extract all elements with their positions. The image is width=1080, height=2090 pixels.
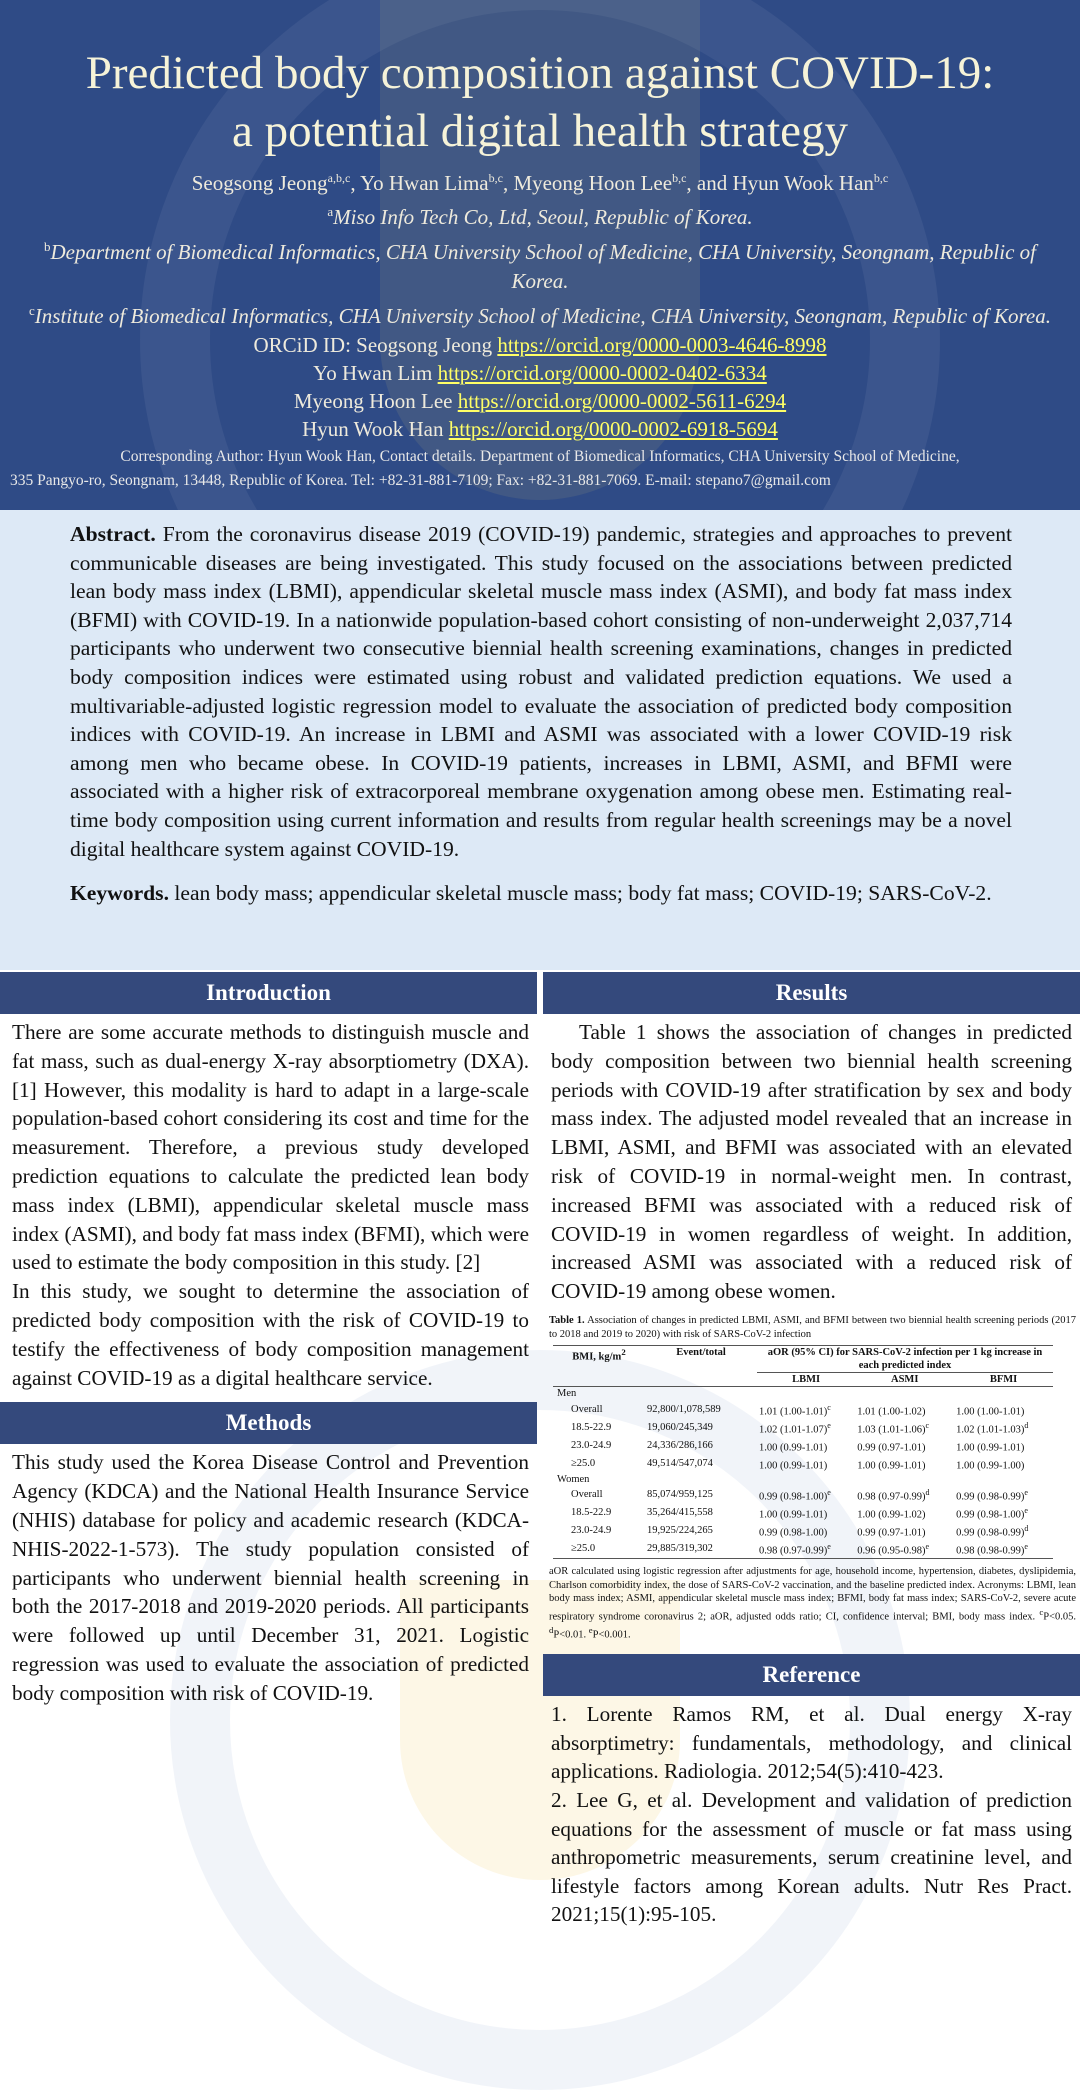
- table-cell-bfmi-value: 0.99 (0.98-1.00): [956, 1509, 1025, 1521]
- table-cell-event: [645, 1437, 757, 1455]
- table-cell-bmi-value: ≥25.0: [571, 1457, 596, 1469]
- table-group-row: [553, 1473, 1053, 1487]
- col-header-asmi: ASMI: [890, 1374, 919, 1386]
- table-cell-bfmi: [954, 1522, 1053, 1540]
- table-cell-bfmi-value: 1.00 (0.99-1.01): [956, 1442, 1025, 1454]
- table-cell-asmi: [855, 1522, 954, 1540]
- table-cell-bmi-value: 18.5-22.9: [571, 1507, 612, 1519]
- introduction-body: [0, 1014, 537, 1392]
- affiliation-a: [0, 197, 1080, 232]
- results-paragraph: Table 1 shows the association of changes in predicted body composition between two biennial health screening periods with COVID-19 after stratification by sex and body mass index. The adjusted model revealed that an increase in LBMI, ASMI, and BFMI was associated with an elevated risk of COVID-19 in normal-weight men. In contrast, increased BFMI was associated with a reduced risk of COVID-19 in women regardless of weight. In addition, increased ASMI was associated with a reduced risk of COVID-19 among obese women.: [551, 1020, 1072, 1304]
- affiliation-c: [0, 296, 1080, 331]
- reference-item: 2. Lee G, et al. Development and validation of prediction equations for the assessment of muscle or fat mass using anthropometric measurements, serum creatinine level, and lifestyle factors among Korean adults. Nutr Res Pract. 2021;15(1):95-105.: [551, 1787, 1072, 1927]
- sig-mark: d: [549, 1625, 554, 1636]
- table-cell-asmi: [855, 1540, 954, 1559]
- table-cell-bfmi: [954, 1455, 1053, 1473]
- table-row: [553, 1486, 1053, 1504]
- significance-mark: e: [1024, 1542, 1028, 1552]
- table-row: [553, 1455, 1053, 1473]
- significance-mark: d: [1024, 1524, 1029, 1534]
- table-cell-lbmi: [757, 1401, 855, 1419]
- author-name: Yo Hwan Lima: [360, 171, 489, 195]
- table-cell-asmi: [855, 1401, 954, 1419]
- table-cell-event: [645, 1522, 757, 1540]
- orcid-row: [0, 359, 1080, 387]
- table-cell-bfmi-value: 0.98 (0.98-0.99): [956, 1545, 1025, 1557]
- table-cell-event-value: 19,925/224,265: [647, 1525, 713, 1537]
- reference-heading: Reference: [543, 1654, 1080, 1696]
- table-cell-asmi: [855, 1455, 954, 1473]
- sig-text: P<0.01.: [553, 1629, 587, 1641]
- abstract-box: [0, 510, 1080, 970]
- significance-mark: e: [1024, 1506, 1028, 1516]
- table-row: [553, 1522, 1053, 1540]
- table-cell-asmi-value: 0.98 (0.97-0.99): [857, 1491, 926, 1503]
- orcid-label: ORCiD ID:: [253, 333, 351, 357]
- table-cell-event: [645, 1486, 757, 1504]
- table-row: [553, 1504, 1053, 1522]
- table-cell-lbmi: [757, 1504, 855, 1522]
- keywords-text: lean body mass; appendicular skeletal muscle mass; body fat mass; COVID-19; SARS-CoV-2.: [174, 881, 992, 906]
- col-header-bmi: [553, 1346, 645, 1387]
- table-cell-event-value: 24,336/286,166: [647, 1439, 713, 1451]
- table-cell-bmi: [553, 1540, 645, 1559]
- sig-text: P<0.001.: [592, 1629, 631, 1641]
- table-cell-lbmi: [757, 1419, 855, 1437]
- introduction-paragraph: In this study, we sought to determine the association of predicted body composition with the risk of COVID-19 to testify the effectiveness of body composition management against COVID-19 as a digital healthcare service.: [12, 1279, 529, 1390]
- table-cell-bmi-value: 18.5-22.9: [571, 1421, 612, 1433]
- left-column: [0, 972, 537, 1708]
- table-cell-bfmi-value: 0.99 (0.98-0.99): [956, 1491, 1025, 1503]
- author-name: Seogsong Jeong: [191, 171, 328, 195]
- table-cell-asmi-value: 1.00 (0.99-1.01): [857, 1460, 926, 1472]
- poster-header: [0, 0, 1080, 510]
- table-cell-bmi: [553, 1437, 645, 1455]
- table-cell-event-value: 92,800/1,078,589: [647, 1403, 721, 1415]
- table-cell-event-value: 85,074/959,125: [647, 1489, 713, 1501]
- affiliation-mark: c: [29, 303, 35, 318]
- author-affil-mark: b,c: [488, 171, 503, 185]
- table-group-label: Men: [557, 1388, 577, 1400]
- table-cell-bfmi-value: 1.02 (1.01-1.03): [956, 1424, 1025, 1436]
- table-cell-asmi-value: 1.01 (1.00-1.02): [857, 1406, 926, 1418]
- table-row: [553, 1419, 1053, 1437]
- table-cell-bmi-value: ≥25.0: [571, 1543, 596, 1555]
- significance-mark: e: [1024, 1488, 1028, 1498]
- table-cell-event-value: 35,264/415,558: [647, 1507, 713, 1519]
- orcid-row: [0, 331, 1080, 359]
- table-cell-bfmi: [954, 1401, 1053, 1419]
- orcid-name: Yo Hwan Lim: [313, 361, 433, 385]
- col-header-lbmi: LBMI: [792, 1374, 821, 1386]
- orcid-link[interactable]: https://orcid.org/0000-0003-4646-8998: [497, 333, 827, 357]
- table-cell-bmi: [553, 1401, 645, 1419]
- table-cell-asmi-value: 1.00 (0.99-1.02): [857, 1509, 926, 1521]
- significance-mark: c: [925, 1420, 930, 1430]
- significance-mark: e: [925, 1542, 930, 1552]
- col-header-event: Event/total: [676, 1347, 726, 1359]
- reference-item: 1. Lorente Ramos RM, et al. Dual energy X-ray absorptimetry: fundamentals, methodology, and clinical applications. Radiologia. 2012;54(5):410-423.: [551, 1702, 1072, 1784]
- table-note-text: aOR calculated using logistic regression after adjustments for age, household income, hypertension, diabetes, dyslipidemia, Charlson comorbidity index, the dose of SARS-CoV-2 vaccination, and the baseline predicted index. Acronyms: LBMI, lean body mass index; ASMI, appendicular skeletal muscle mass index; BFMI, body fat mass index; SARS-CoV-2, severe acute respiratory syndrome coronavirus 2; aOR, adjusted odds ratio; CI, confidence interval; BMI, body mass index.: [549, 1566, 1076, 1623]
- table-cell-lbmi: [757, 1522, 855, 1540]
- col-header-bfmi: BFMI: [989, 1374, 1018, 1386]
- orcid-link[interactable]: https://orcid.org/0000-0002-0402-6334: [437, 361, 767, 385]
- table-cell-asmi-value: 0.99 (0.97-1.01): [857, 1527, 926, 1539]
- results-heading: Results: [543, 972, 1080, 1014]
- significance-mark: e: [827, 1420, 831, 1430]
- author-list: [0, 164, 1080, 197]
- table-cell-lbmi-value: 1.00 (0.99-1.01): [759, 1509, 828, 1521]
- abstract-paragraph: [70, 520, 1012, 863]
- table-cell-bfmi-value: 0.99 (0.98-0.99): [956, 1527, 1025, 1539]
- table-cell-bfmi-value: 1.00 (1.00-1.01): [956, 1406, 1025, 1418]
- table-cell-asmi-value: 0.96 (0.95-0.98): [857, 1545, 926, 1557]
- table-cell-bmi-value: 23.0-24.9: [571, 1525, 612, 1537]
- author-separator: , and: [686, 171, 733, 195]
- methods-heading: Methods: [0, 1402, 537, 1444]
- table-row: [553, 1437, 1053, 1455]
- table-cell-lbmi: [757, 1437, 855, 1455]
- table-cell-lbmi-value: 0.98 (0.97-0.99): [759, 1545, 828, 1557]
- abstract-label: Abstract.: [70, 522, 156, 546]
- introduction-heading: Introduction: [0, 972, 537, 1014]
- significance-mark: c: [827, 1402, 831, 1412]
- author-affil-mark: a,b,c: [327, 171, 351, 185]
- table-cell-asmi: [855, 1419, 954, 1437]
- table-cell-event-value: 19,060/245,349: [647, 1421, 713, 1433]
- table-cell-lbmi: [757, 1455, 855, 1473]
- author-affil-mark: b,c: [672, 171, 687, 185]
- orcid-link[interactable]: https://orcid.org/0000-0002-6918-5694: [448, 417, 778, 441]
- table-cell-bfmi-value: 1.00 (0.99-1.00): [956, 1460, 1025, 1472]
- table-footnote: [549, 1565, 1076, 1642]
- table-cell-lbmi-value: 0.99 (0.98-1.00): [759, 1491, 828, 1503]
- significance-mark: d: [925, 1488, 930, 1498]
- author-separator: ,: [502, 171, 514, 195]
- table-cell-event: [645, 1401, 757, 1419]
- author-separator: ,: [350, 171, 361, 195]
- corresponding-line-1: Corresponding Author: Hyun Wook Han, Contact details. Department of Biomedical Informatics, CHA University School of Medicine,: [120, 448, 960, 465]
- abstract-text: From the coronavirus disease 2019 (COVID-19) pandemic, strategies and approaches to prevent communicable diseases are being investigated. This study focused on the associations between predicted lean body mass index (LBMI), appendicular skeletal muscle mass index (ASMI), and body fat mass index (BFMI) with COVID-19. In a nationwide population-based cohort consisting of non-underweight 2,037,714 participants who underwent two consecutive biennial health screening examinations, changes in predicted body composition indices were estimated using robust and validated prediction equations. We used a multivariable-adjusted logistic regression model to evaluate the association of predicted body composition indices with COVID-19. An increase in LBMI and ASMI was associated with a lower COVID-19 risk among men who became obese. In COVID-19 patients, increases in LBMI, ASMI, and BFMI were associated with a higher risk of extracorporeal membrane oxygenation among obese men. Estimating real-time body composition using current information and results from regular health screenings may be a novel digital healthcare system against COVID-19.: [70, 522, 1012, 861]
- orcid-link[interactable]: https://orcid.org/0000-0002-5611-6294: [457, 389, 787, 413]
- orcid-row: [0, 415, 1080, 443]
- introduction-paragraph: There are some accurate methods to distinguish muscle and fat mass, such as dual-energy X-ray absorptiometry (DXA). [1] However, this modality is hard to adapt in a large-scale population-based cohort considering its cost and time for the measurement. Therefore, a previous study developed prediction equations to calculate the predicted lean body mass index (LBMI), appendicular skeletal muscle mass index (ASMI), and body fat mass index (BFMI), which were used to estimate the body composition in this study. [2]: [12, 1020, 529, 1275]
- keywords-paragraph: [70, 879, 1012, 908]
- significance-mark: e: [827, 1488, 831, 1498]
- table-cell-bmi: [553, 1419, 645, 1437]
- affiliation-text: Miso Info Tech Co, Ltd, Seoul, Republic of Korea.: [333, 205, 753, 229]
- table-cell-asmi: [855, 1437, 954, 1455]
- table-group-label: Women: [557, 1473, 590, 1485]
- orcid-name: Myeong Hoon Lee: [293, 389, 453, 413]
- orcid-name: Hyun Wook Han: [302, 417, 444, 441]
- col-header-bmi-sup: 2: [621, 1347, 626, 1358]
- table-cell-asmi: [855, 1504, 954, 1522]
- table-caption-label: Table 1.: [549, 1314, 585, 1326]
- results-table: [553, 1345, 1053, 1559]
- keywords-label: Keywords.: [70, 881, 169, 906]
- reference-list: [543, 1696, 1080, 1929]
- table-cell-lbmi-value: 1.00 (0.99-1.01): [759, 1460, 828, 1472]
- orcid-name: Seogsong Jeong: [356, 333, 493, 357]
- table-cell-event: [645, 1504, 757, 1522]
- sig-mark: c: [1039, 1606, 1044, 1617]
- affiliation-mark: a: [327, 204, 334, 219]
- title-line-1: Predicted body composition against COVID-19:: [85, 47, 995, 99]
- author-name: Hyun Wook Han: [732, 171, 874, 195]
- table-cell-bmi: [553, 1455, 645, 1473]
- table-cell-bfmi: [954, 1540, 1053, 1559]
- poster-title: [0, 44, 1080, 160]
- orcid-row: [0, 387, 1080, 415]
- significance-mark: d: [1024, 1420, 1029, 1430]
- table-cell-bmi: [553, 1504, 645, 1522]
- table-cell-lbmi-value: 0.99 (0.98-1.00): [759, 1527, 828, 1539]
- table-cell-lbmi-value: 1.02 (1.01-1.07): [759, 1424, 828, 1436]
- table-cell-lbmi: [757, 1486, 855, 1504]
- table-cell-bmi-value: Overall: [571, 1489, 603, 1501]
- table-cell-event-value: 29,885/319,302: [647, 1543, 713, 1555]
- table-cell-bmi-value: Overall: [571, 1403, 603, 1415]
- table-group-row: [553, 1387, 1053, 1401]
- author-affil-mark: b,c: [873, 171, 889, 185]
- col-header-aor: aOR (95% CI) for SARS-CoV-2 infection per 1 kg increase in each predicted index: [757, 1346, 1053, 1373]
- table-cell-asmi: [855, 1486, 954, 1504]
- right-column: [543, 972, 1080, 1929]
- table-cell-event-value: 49,514/547,074: [647, 1457, 713, 1469]
- col-header-bmi-text: BMI, kg/m: [572, 1351, 622, 1363]
- sig-text: P<0.05.: [1043, 1611, 1076, 1623]
- table-row: [553, 1540, 1053, 1559]
- methods-body: [0, 1444, 537, 1707]
- table-cell-lbmi: [757, 1540, 855, 1559]
- table-caption: [549, 1314, 1076, 1341]
- significance-mark: e: [827, 1542, 831, 1552]
- table-cell-event: [645, 1540, 757, 1559]
- table-cell-event: [645, 1455, 757, 1473]
- table-cell-event: [645, 1419, 757, 1437]
- table-cell-bfmi: [954, 1504, 1053, 1522]
- affiliation-text: Institute of Biomedical Informatics, CHA University School of Medicine, CHA University, Seongnam, Republic of Korea.: [34, 304, 1051, 328]
- table-cell-bmi-value: 23.0-24.9: [571, 1439, 612, 1451]
- title-line-2: a potential digital health strategy: [231, 105, 849, 157]
- table-caption-text: Association of changes in predicted LBMI, ASMI, and BFMI between two biennial health screening periods (2017 to 2018 and 2019 to 2020) with risk of SARS-CoV-2 infection: [549, 1314, 1077, 1340]
- table-cell-asmi-value: 1.03 (1.01-1.06): [857, 1424, 926, 1436]
- affiliation-b: [0, 232, 1080, 296]
- sig-mark: e: [588, 1625, 593, 1636]
- methods-paragraph: This study used the Korea Disease Control and Prevention Agency (KDCA) and the National Health Insurance Service (NHIS) database for policy and academic research (KDCA-NHIS-2022-1-573). The study population consisted of participants who underwent biennial health screening in both the 2017-2018 and 2019-2020 periods. All participants were followed up until December 31, 2021. Logistic regression was used to evaluate the association of predicted body composition with risk of COVID-19.: [12, 1450, 529, 1705]
- results-body: [543, 1014, 1080, 1306]
- table-cell-bmi: [553, 1522, 645, 1540]
- table-row: [553, 1401, 1053, 1419]
- table-cell-bfmi: [954, 1419, 1053, 1437]
- table-cell-bfmi: [954, 1437, 1053, 1455]
- table-cell-bfmi: [954, 1486, 1053, 1504]
- table-body: [553, 1387, 1053, 1559]
- affiliation-mark: b: [44, 239, 51, 254]
- table-1: [543, 1306, 1080, 1642]
- table-cell-asmi-value: 0.99 (0.97-1.01): [857, 1442, 926, 1454]
- table-cell-lbmi-value: 1.01 (1.00-1.01): [759, 1406, 828, 1418]
- table-cell-lbmi-value: 1.00 (0.99-1.01): [759, 1442, 828, 1454]
- table-cell-bmi: [553, 1486, 645, 1504]
- corresponding-author: [0, 445, 1080, 493]
- author-name: Myeong Hoon Lee: [513, 171, 673, 195]
- corresponding-line-2: 335 Pangyo-ro, Seongnam, 13448, Republic of Korea. Tel: +82-31-881-7109; Fax: +82-31-881-7069. E-mail: stepano7@gmail.com: [10, 472, 831, 489]
- affiliation-text: Department of Biomedical Informatics, CHA University School of Medicine, CHA University, Seongnam, Republic of Korea.: [50, 240, 1036, 293]
